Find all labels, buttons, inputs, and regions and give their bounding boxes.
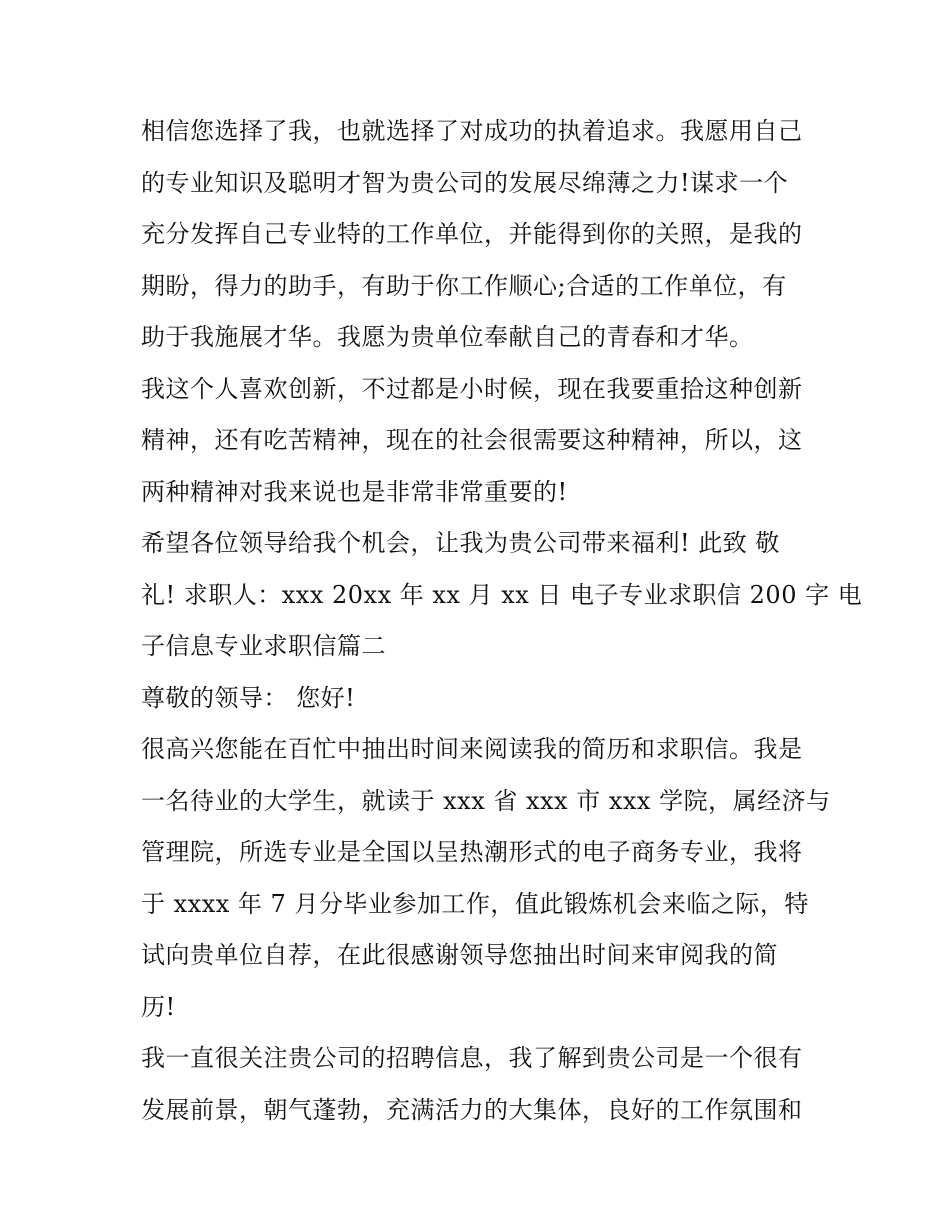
text-line: 一名待业的大学生，就读于 xxx 省 xxx 市 xxx 学院，属经济与 bbox=[141, 786, 831, 815]
text-line: 充分发挥自己专业特的工作单位，并能得到你的关照，是我的 bbox=[141, 220, 803, 248]
text-line: 我这个人喜欢创新，不过都是小时候，现在我要重拾这种创新 bbox=[141, 374, 803, 403]
text-line: 相信您选择了我，也就选择了对成功的执着追求。我愿用自己 bbox=[141, 117, 803, 145]
text-line: 很高兴您能在百忙中抽出时间来阅读我的简历和求职信。我是 bbox=[141, 735, 803, 763]
text-line: 的专业知识及聪明才智为贵公司的发展尽绵薄之力!谋求一个 bbox=[141, 168, 789, 197]
greeting-line: 尊敬的领导： 您好! bbox=[141, 683, 356, 712]
text-line: 历! bbox=[141, 992, 176, 1021]
text-line: 助于我施展才华。我愿为贵单位奉献自己的青春和才华。 bbox=[141, 323, 754, 351]
text-line: 我一直很关注贵公司的招聘信息，我了解到贵公司是一个很有 bbox=[141, 1044, 803, 1072]
text-line: 子信息专业求职信篇二 bbox=[141, 632, 386, 660]
text-line: 发展前景，朝气蓬勃，充满活力的大集体，良好的工作氛围和 bbox=[141, 1095, 803, 1124]
text-line: 期盼，得力的助手，有助于你工作顺心;合适的工作单位，有 bbox=[141, 271, 787, 300]
body-text bbox=[141, 106, 863, 1136]
text-line: 两种精神对我来说也是非常非常重要的! bbox=[141, 477, 568, 506]
text-line: 于 xxxx 年 7 月分毕业参加工作，值此锻炼机会来临之际，特 bbox=[141, 889, 809, 918]
text-line: 礼! 求职人：xxx 20xx 年 xx 月 xx 日 电子专业求职信 200 字 电 bbox=[141, 580, 863, 609]
text-line: 管理院，所选专业是全国以呈热潮形式的电子商务专业，我将 bbox=[141, 838, 803, 866]
text-line: 试向贵单位自荐，在此很感谢领导您抽出时间来审阅我的简 bbox=[141, 941, 778, 969]
text-line: 精神，还有吃苦精神，现在的社会很需要这种精神，所以，这 bbox=[141, 426, 803, 454]
text-line: 希望各位领导给我个机会，让我为贵公司带来福利! 此致 敬 bbox=[141, 529, 780, 557]
